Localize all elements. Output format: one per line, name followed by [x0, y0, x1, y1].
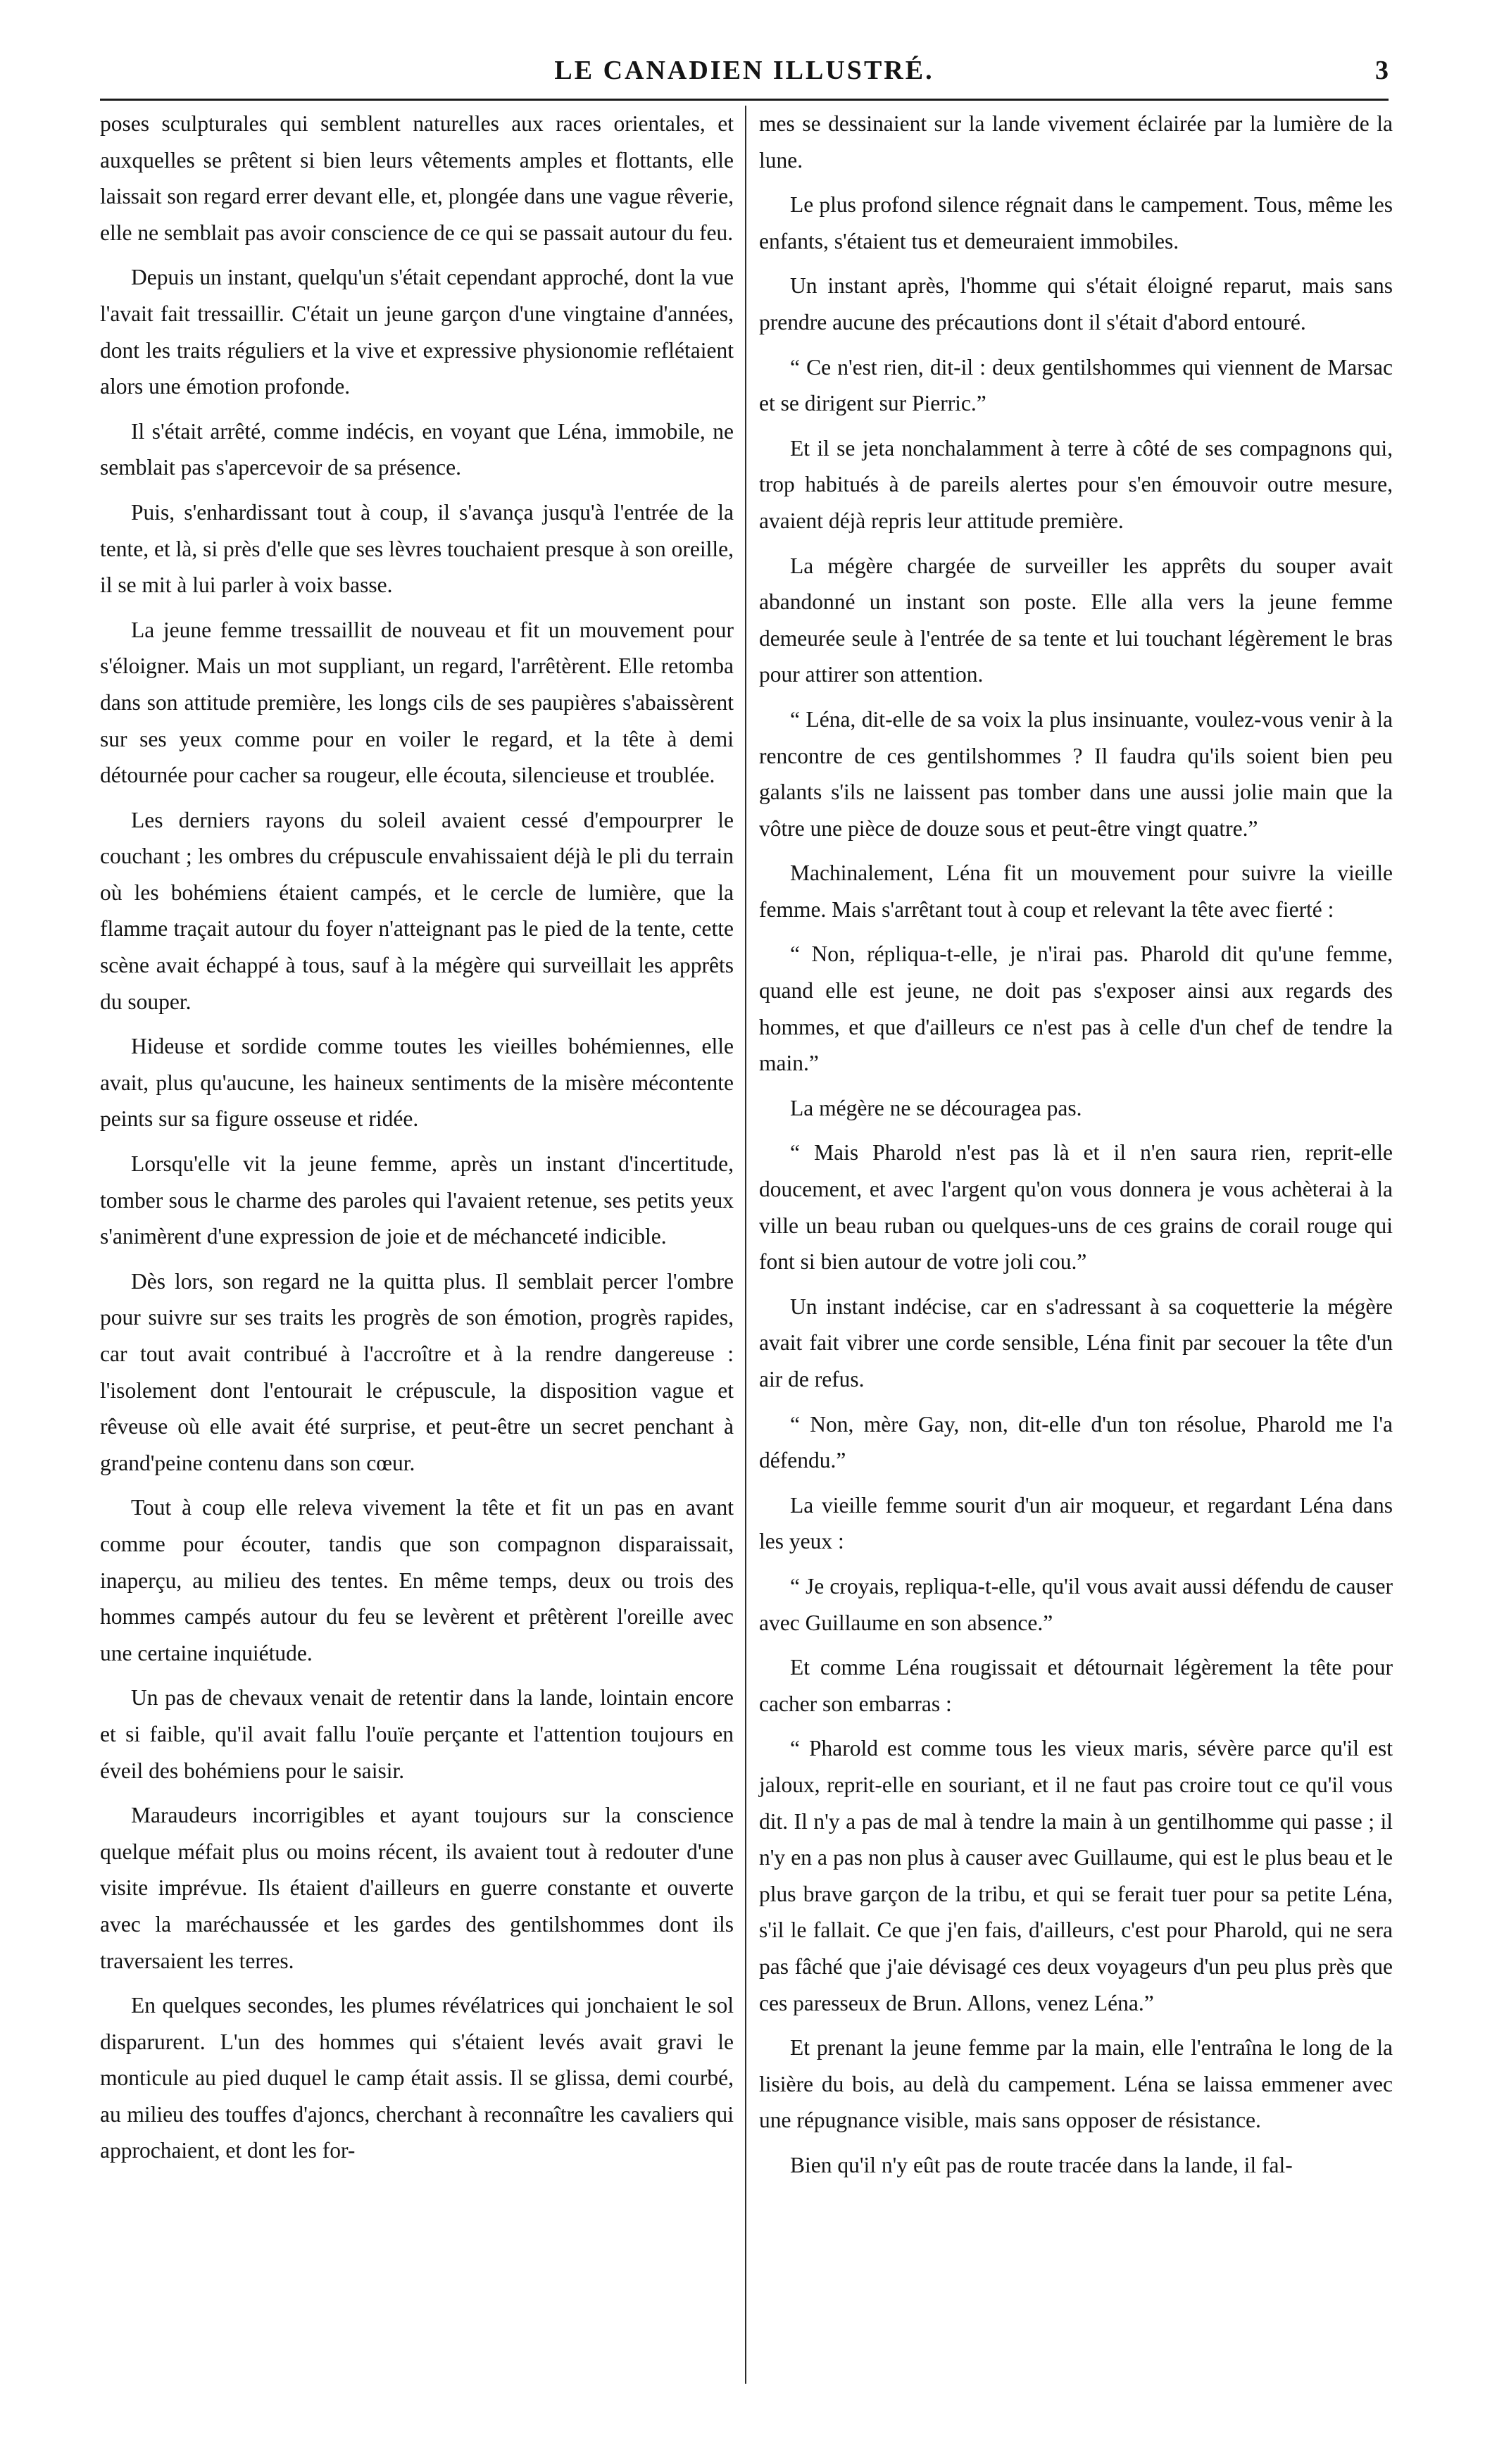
paragraph: Bien qu'il n'y eût pas de route tracée dans la lande, il fal- [790, 2152, 1293, 2177]
paragraph: Hideuse et sordide comme toutes les vieilles bohémiennes, elle avait, plus qu'aucune, les haineux sentiments de la misère mécontente peints sur sa figure osseuse et ridée. [100, 1034, 734, 1132]
paragraph: Et prenant la jeune femme par la main, elle l'entraîna le long de la lisière du bois, au delà du campement. Léna se laissa emmener avec une répugnance visible, mais sans opposer de résistance. [759, 2035, 1393, 2133]
paragraph: Depuis un instant, quelqu'un s'était cependant approché, dont la vue l'avait fait tressaillir. C'était un jeune garçon d'une vingtaine d'années, dont les traits réguliers et la vive et expressive physionomie reflétaient alors une émotion profonde. [100, 265, 734, 399]
paragraph: mes se dessinaient sur la lande vivement éclairée par la lumière de la lune. [759, 111, 1393, 173]
paragraph: La jeune femme tressaillit de nouveau et fit un mouvement pour s'éloigner. Mais un mot suppliant, un regard, l'arrêtèrent. Elle retomba dans son attitude première, les longs cils de ses paupières s'abaissèrent sur ses yeux comme pour en voiler le regard, et la tête à demi détournée pour cacher sa rougeur, elle écouta, silencieuse et troublée. [100, 617, 734, 788]
paragraph: Et il se jeta nonchalamment à terre à côté de ses compagnons qui, trop habitués à de pareils alertes pour s'en émouvoir outre mesure, avaient déjà repris leur attitude première. [759, 435, 1393, 533]
paragraph: En quelques secondes, les plumes révélatrices qui jonchaient le sol disparurent. L'un des hommes qui s'étaient levés avait gravi le monticule au pied duquel le camp était assis. Il se glissa, demi courbé, au milieu des touffes d'ajoncs, cherchant à reconnaître les cavaliers qui approchaient, et dont les for- [100, 1993, 734, 2163]
paragraph: La mégère ne se découragea pas. [790, 1095, 1082, 1120]
page-number: 3 [1375, 56, 1389, 85]
paragraph: Un instant indécise, car en s'adressant à sa coquetterie la mégère avait fait vibrer une corde sensible, Léna finit par secouer la tête d'un air de refus. [759, 1294, 1393, 1392]
paragraph: La vieille femme sourit d'un air moqueur, et regardant Léna dans les yeux : [759, 1492, 1393, 1554]
left-column [100, 106, 734, 2177]
paragraph: Tout à coup elle releva vivement la tête et fit un pas en avant comme pour écouter, tandis que son compagnon disparaissait, inaperçu, au milieu des tentes. En même temps, deux ou trois des hommes campés autour du feu se levèrent et prêtèrent l'oreille avec une certaine inquiétude. [100, 1495, 734, 1665]
paragraph: Le plus profond silence régnait dans le campement. Tous, même les enfants, s'étaient tus et demeuraient immobiles. [759, 192, 1393, 254]
right-column [759, 106, 1393, 2191]
paragraph: Un instant après, l'homme qui s'était éloigné reparut, mais sans prendre aucune des précautions dont il s'était d'abord entouré. [759, 273, 1393, 334]
paragraph: “ Non, mère Gay, non, dit-elle d'un ton résolue, Pharold me l'a défendu.” [759, 1411, 1393, 1473]
paragraph: Il s'était arrêté, comme indécis, en voyant que Léna, immobile, ne semblait pas s'apercevoir de sa présence. [100, 418, 734, 480]
page-header [100, 55, 1389, 97]
header-rule [100, 99, 1389, 101]
paragraph: Maraudeurs incorrigibles et ayant toujours sur la conscience quelque méfait plus ou moins récent, ils avaient tout à redouter d'une visite imprévue. Ils étaient d'ailleurs en guerre constante et ouverte avec la maréchaussée et les gardes des gentilshommes dont ils traversaient les terres. [100, 1803, 734, 1973]
paragraph: “ Je croyais, repliqua-t-elle, qu'il vous avait aussi défendu de causer avec Guillaume en son absence.” [759, 1573, 1393, 1635]
paragraph: “ Pharold est comme tous les vieux maris, sévère parce qu'il est jaloux, reprit-elle en souriant, et il ne faut pas croire tout ce qu'il vous dit. Il n'y a pas de mal à tendre la main à un gentilhomme qui passe ; il n'y en a pas non plus à causer avec Guillaume, qui est le plus beau et le plus brave garçon de la tribu, et qui se ferait tuer pour sa petite Léna, s'il le fallait. Ce que j'en fais, d'ailleurs, c'est pour Pharold, qui ne sera pas fâché que j'aie dévisagé ces deux voyageurs d'un peu plus près que ces paresseux de Brun. Allons, venez Léna.” [759, 1736, 1393, 2015]
paragraph: Dès lors, son regard ne la quitta plus. Il semblait percer l'ombre pour suivre sur ses traits les progrès de son émotion, progrès rapides, car tout avait contribué à l'accroître et à la rendre dangereuse : l'isolement dont l'entourait le crépuscule, la disposition vague et rêveuse où elle avait été surprise, et peut-être un secret penchant à grand'peine contenu dans son cœur. [100, 1268, 734, 1475]
paragraph: Un pas de chevaux venait de retentir dans la lande, lointain encore et si faible, qu'il avait fallu l'ouïe perçante et l'attention toujours en éveil des bohémiens pour le saisir. [100, 1685, 734, 1783]
paragraph: “ Léna, dit-elle de sa voix la plus insinuante, voulez-vous venir à la rencontre de ces gentilshommes ? Il faudra qu'ils soient bien peu galants s'ils ne laissent pas tomber dans une aussi jolie main que la vôtre une pièce de douze sous et peut-être vingt quatre.” [759, 706, 1393, 841]
publication-title: LE CANADIEN ILLUSTRÉ. [554, 56, 934, 85]
paragraph: Lorsqu'elle vit la jeune femme, après un instant d'incertitude, tomber sous le charme des paroles qui l'avaient retenue, ses petits yeux s'animèrent d'une expression de joie et de méchanceté indicible. [100, 1151, 734, 1249]
paragraph: “ Ce n'est rien, dit-il : deux gentilshommes qui viennent de Marsac et se dirigent sur Pierric.” [759, 354, 1393, 416]
paragraph: Et comme Léna rougissait et détournait légèrement la tête pour cacher son embarras : [759, 1655, 1393, 1716]
paragraph: poses sculpturales qui semblent naturelles aux races orientales, et auxquelles se prêtent si bien leurs vêtements amples et flottants, elle laissait son regard errer devant elle, et, plongée dans une vague rêverie, elle ne semblait pas avoir conscience de ce qui se passait autour du feu. [100, 111, 734, 245]
paragraph: Les derniers rayons du soleil avaient cessé d'empourprer le couchant ; les ombres du crépuscule envahissaient déjà le pli du terrain où les bohémiens étaient campés, et le cercle de lumière, que la flamme traçait autour du foyer n'atteignant pas le pied de la tente, cette scène avait échappé à tous, sauf à la mégère qui surveillait les apprêts du souper. [100, 807, 734, 1014]
paragraph: Puis, s'enhardissant tout à coup, il s'avança jusqu'à l'entrée de la tente, et là, si près d'elle que ses lèvres touchaient presque à son oreille, il se mit à lui parler à voix basse. [100, 499, 734, 598]
column-divider [745, 106, 746, 2384]
paragraph: La mégère chargée de surveiller les apprêts du souper avait abandonné un instant son poste. Elle alla vers la jeune femme demeurée seule à l'entrée de sa tente et lui touchant légèrement le bras pour attirer son attention. [759, 553, 1393, 687]
paragraph: “ Mais Pharold n'est pas là et il n'en saura rien, reprit-elle doucement, et avec l'argent qu'on vous donnera je vous achèterai à la ville un beau ruban ou quelques-uns de ces grains de corail rouge qui font si bien autour de votre joli cou.” [759, 1140, 1393, 1275]
paragraph: “ Non, répliqua-t-elle, je n'irai pas. Pharold dit qu'une femme, quand elle est jeune, ne doit pas s'exposer ainsi aux regards des hommes, et que d'ailleurs ce n'est pas à celle d'un chef de tendre la main.” [759, 942, 1393, 1076]
paragraph: Machinalement, Léna fit un mouvement pour suivre la vieille femme. Mais s'arrêtant tout à coup et relevant la tête avec fierté : [759, 861, 1393, 922]
